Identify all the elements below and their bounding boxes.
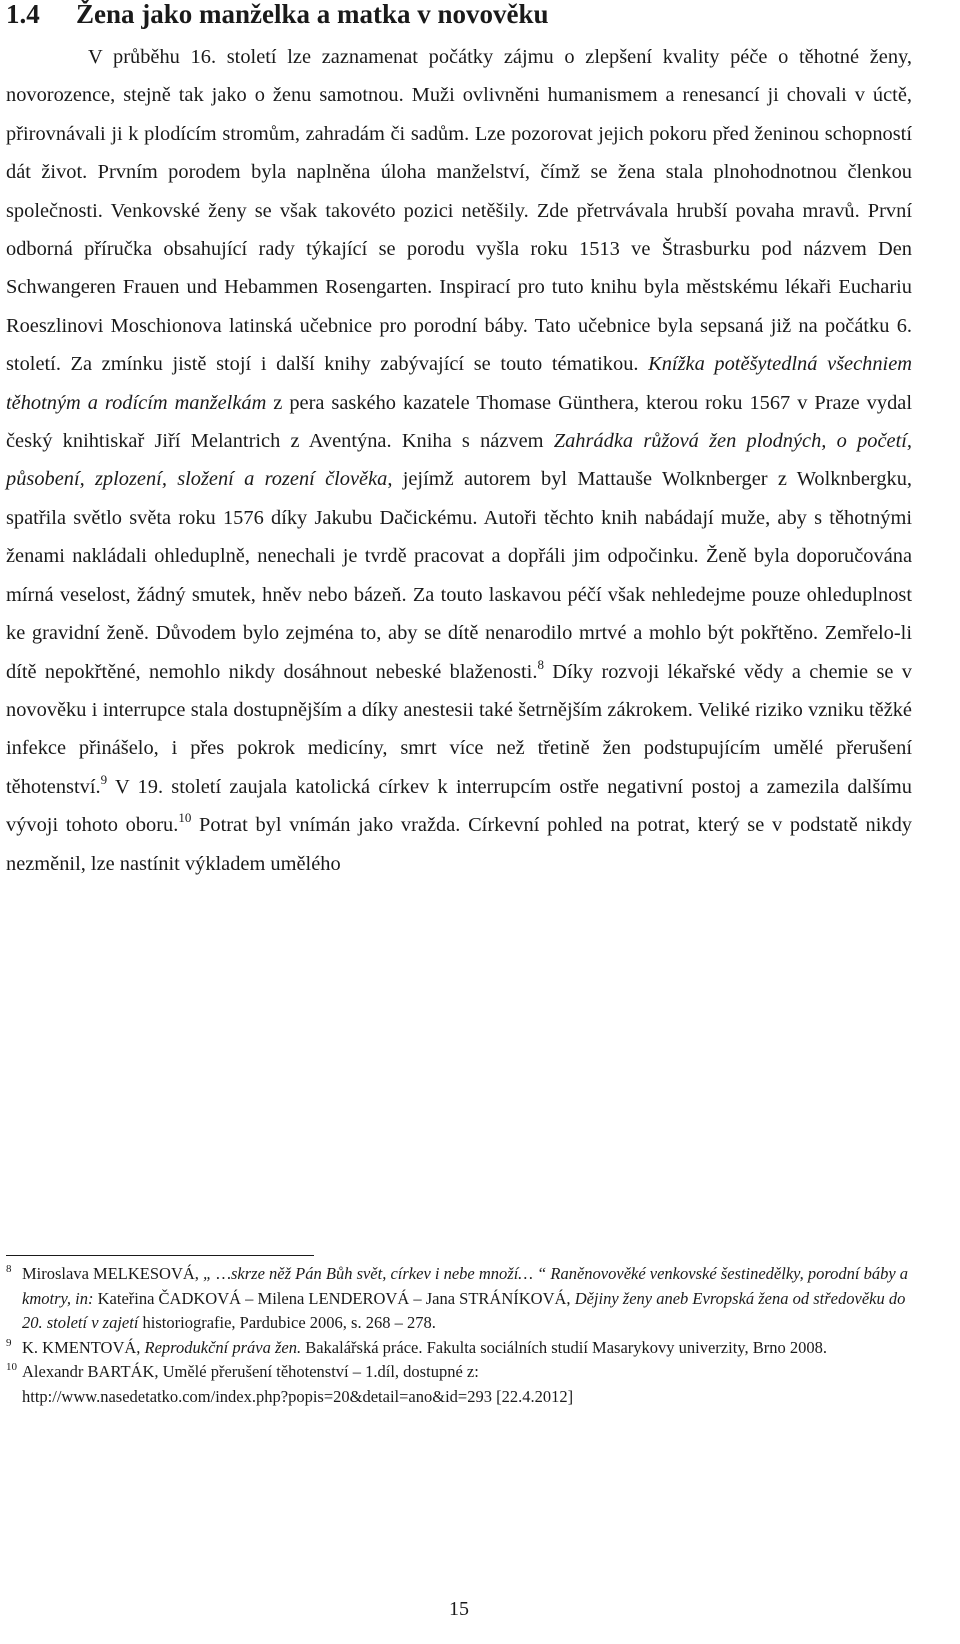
footnote-separator xyxy=(6,1255,314,1256)
footnote-9: $^9$ K. KMENTOVÁ, Reprodukční práva žen. Bakalářská práce. Fakulta sociálních studií Masarykovy univerzity, Brno 2008. xyxy=(6,1336,827,1357)
body-text: z pera saského kazatele Thomase Günthera, kterou roku 1567 v Praze vydal český knihtiskař Jiří Melantrich z Aventýna. Kniha s názvem xyxy=(6,391,912,453)
footnote-10: $^{10}$ Alexandr BARTÁK, Umělé přerušení těhotenství – 1.díl, dostupné z: http://www.nasedetatko.com/index.php?popis=20&detail=ano&id=293 [22.4.2012] xyxy=(6,1361,574,1406)
section-number: 1.4 xyxy=(6,0,40,29)
body-text: Potrat byl vnímán jako vražda. Církevní pohled na potrat, který se v podstatě nikdy nezměnil, lze nastínit výkladem umělého xyxy=(6,814,913,875)
footnote-ref-8[interactable]: 8 xyxy=(537,656,544,672)
section-title: Žena jako manželka a matka v novověku xyxy=(76,0,549,29)
footnote-8: $^8$ Miroslava MELKESOVÁ, „ …skrze něž Pán Bůh svět, církev i nebe množí… “ Raněnovověké venkovské šestinedělky, porodní báby a kmotry, in: Kateřina ČADKOVÁ – Milena LENDEROVÁ – Jana STRÁNÍKOVÁ, Dějiny ženy aneb Evropská žena od středověku do 20. století v zajetí historiografie, Pardubice 2006, s. 268 – 278. xyxy=(6,1263,909,1332)
section-heading xyxy=(6,0,549,34)
body-text: Díky rozvoji lékařské vědy a chemie se v novověku i interrupce stala dostupnějším a díky anestesii také šetrnějším zákrokem. Veliké riziko vzniku těžké infekce přinášelo, i přes pokrok medicíny, smrt více než třetině žen podstupujícím umělé přerušení těhotenství. xyxy=(6,660,912,798)
footnote-ref-9[interactable]: 9 xyxy=(100,771,108,787)
page-number: 15 xyxy=(449,1598,469,1620)
footnote-url[interactable]: http://www.nasedetatko.com/index.php?popis=20&detail=ano&id=293 [22.4.2012] xyxy=(22,1386,574,1406)
body-text: , jejímž autorem byl Mattauše Wolknberger z Wolknbergku, spatřila světlo světa roku 1576 díky Jakubu Dačickému. Autoři těchto knih nabádají muže, aby s těhotnými ženami nakládali ohleduplně, nenechali je tvrdě pracovat a dopřáli jim odpočinku. Ženě byla doporučována mírná veselost, žádný smutek, hněv nebo bázeň. Za touto laskavou péčí však nehledejme pouze ohleduplnost ke gravidní ženě. Důvodem bylo zejména to, aby se dítě nenarodilo mrtvé a mohlo být pokřtěno. Zemřelo-li dítě nepokřtěné, nemohlo nikdy dosáhnout nebeské blaženosti. xyxy=(6,468,913,683)
body-text: V 19. století zaujala katolická církev k interrupcím ostře negativní postoj a zamezila dalšímu vývoji tohoto oboru. xyxy=(6,775,912,837)
book-title-zahradka: Zahrádka růžová žen plodných, o početí, působení, zplození, složení a rození člověka xyxy=(6,430,912,491)
book-title-kniha: Knížka potěšytedlná všechniem těhotným a rodícím manželkám xyxy=(6,353,912,414)
footnote-ref-10[interactable]: 10 xyxy=(178,810,192,826)
body-text: V průběhu 16. století lze zaznamenat počátky zájmu o zlepšení kvality péče o těhotné ženy, novorozence, stejně tak jako o ženu samotnou. Muži ovlivněni humanismem a renesancí ji chovali v úctě, přirovnávali ji k plodícím stromům, zahradám či sadům. Lze pozorovat jejich pokoru před ženinou schopností dát život. Prvním porodem byla naplněna úloha manželství, čímž se žena stala plnohodnotnou členkou společnosti. Venkovské ženy se však takovéto pozici netěšily. Zde přetrvávala hrubší povaha mravů. První odborná příručka obsahující rady týkající se porodu vyšla roku 1513 ve Štrasburku pod názvem Den Schwangeren Frauen und Hebammen Rosengarten. Inspirací pro tuto knihu byla městskému lékaři Euchariu Roeszlinovi Moschionova latinská učebnice pro porodní báby. Tato učebnice byla sepsaná již na počátku 6. století. Za zmínku jistě stojí i další knihy zabývající se touto tématikou. xyxy=(6,46,912,376)
body-paragraph xyxy=(6,38,912,883)
footnotes xyxy=(6,1262,926,1409)
